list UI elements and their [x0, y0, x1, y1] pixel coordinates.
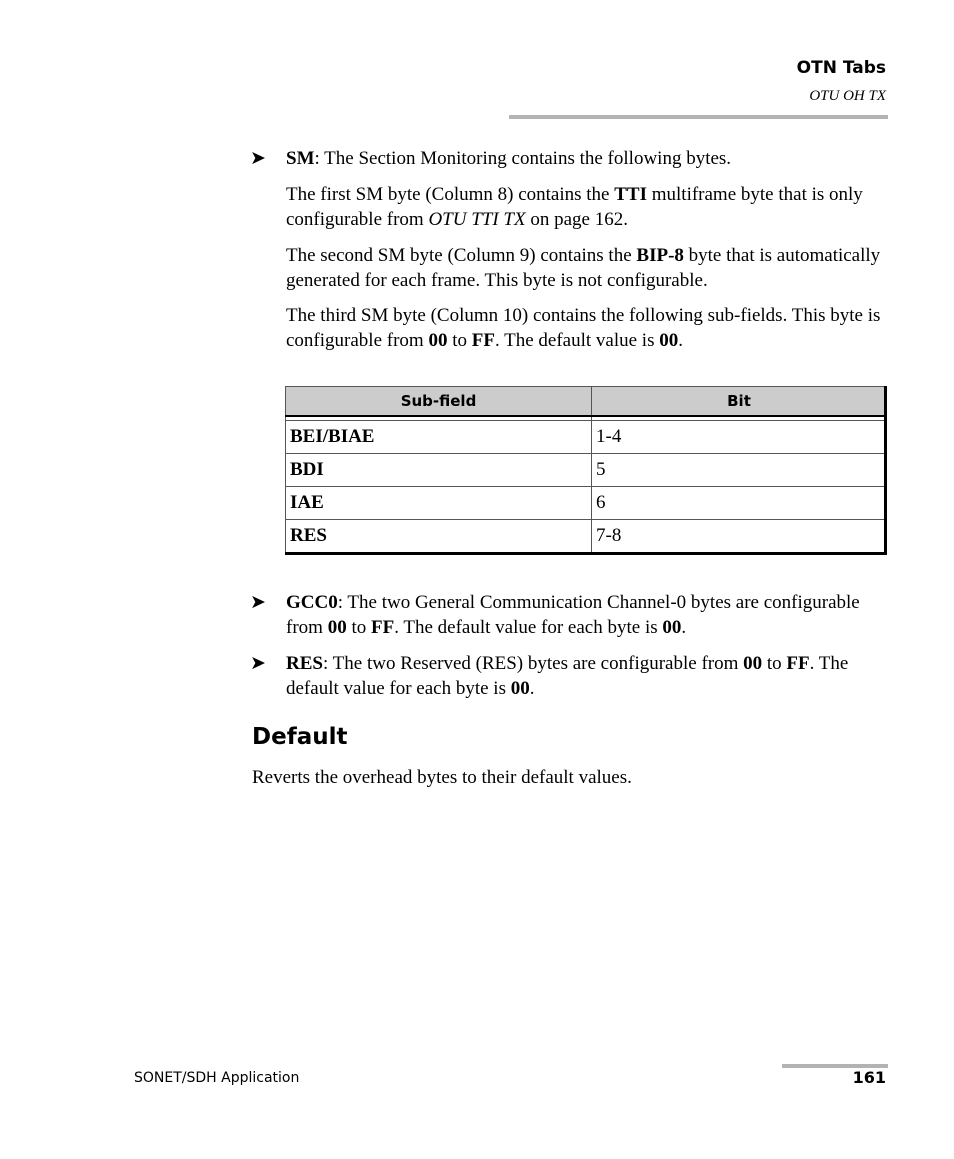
table-shadow-bottom: [285, 552, 887, 555]
footer-document-title: SONET/SDH Application: [134, 1070, 300, 1086]
term-sm: SM: [286, 148, 315, 169]
table-row: [286, 520, 887, 553]
section-subtitle: OTU OH TX: [809, 88, 886, 104]
column-header-subfield: Sub-field: [286, 387, 592, 417]
header-divider: [509, 115, 888, 119]
table-shadow-right: [884, 386, 887, 555]
subfield-table: [285, 386, 887, 553]
bullet-sm-text: : The Section Monitoring contains the following bytes.: [314, 148, 732, 169]
table-cell: 6: [592, 487, 887, 520]
section-heading-default: Default: [252, 724, 348, 750]
page-number: 161: [852, 1068, 886, 1087]
section-title: OTN Tabs: [796, 58, 886, 78]
cross-reference-link[interactable]: OTU TTI TX: [428, 209, 526, 230]
arrow-bullet-icon: ➤: [250, 592, 266, 613]
table-cell: BEI/BIAE: [286, 421, 592, 454]
section-body-default: Reverts the overhead bytes to their default values.: [252, 767, 632, 788]
column-header-bit: Bit: [592, 387, 887, 417]
arrow-bullet-icon: ➤: [250, 653, 266, 674]
table-cell: IAE: [286, 487, 592, 520]
table-row: [286, 487, 887, 520]
table-cell: BDI: [286, 454, 592, 487]
paragraph-second-sm-byte: The second SM byte (Column 9) contains the BIP-8 byte that is automatically generated for each frame. This byte is not configurable.: [286, 245, 881, 291]
table-cell: 1-4: [592, 421, 887, 454]
table-cell: 7-8: [592, 520, 887, 553]
table-cell: 5: [592, 454, 887, 487]
arrow-bullet-icon: ➤: [250, 148, 266, 169]
paragraph-third-sm-byte: The third SM byte (Column 10) contains the following sub-fields. This byte is configurable from 00 to FF. The default value is 00.: [286, 305, 881, 351]
table-row: [286, 454, 887, 487]
table-header-row: [286, 387, 887, 417]
paragraph-first-sm-byte: The first SM byte (Column 8) contains the TTI multiframe byte that is only configurable from OTU TTI TX on page 162.: [286, 184, 863, 230]
table-row: [286, 421, 887, 454]
table-cell: RES: [286, 520, 592, 553]
